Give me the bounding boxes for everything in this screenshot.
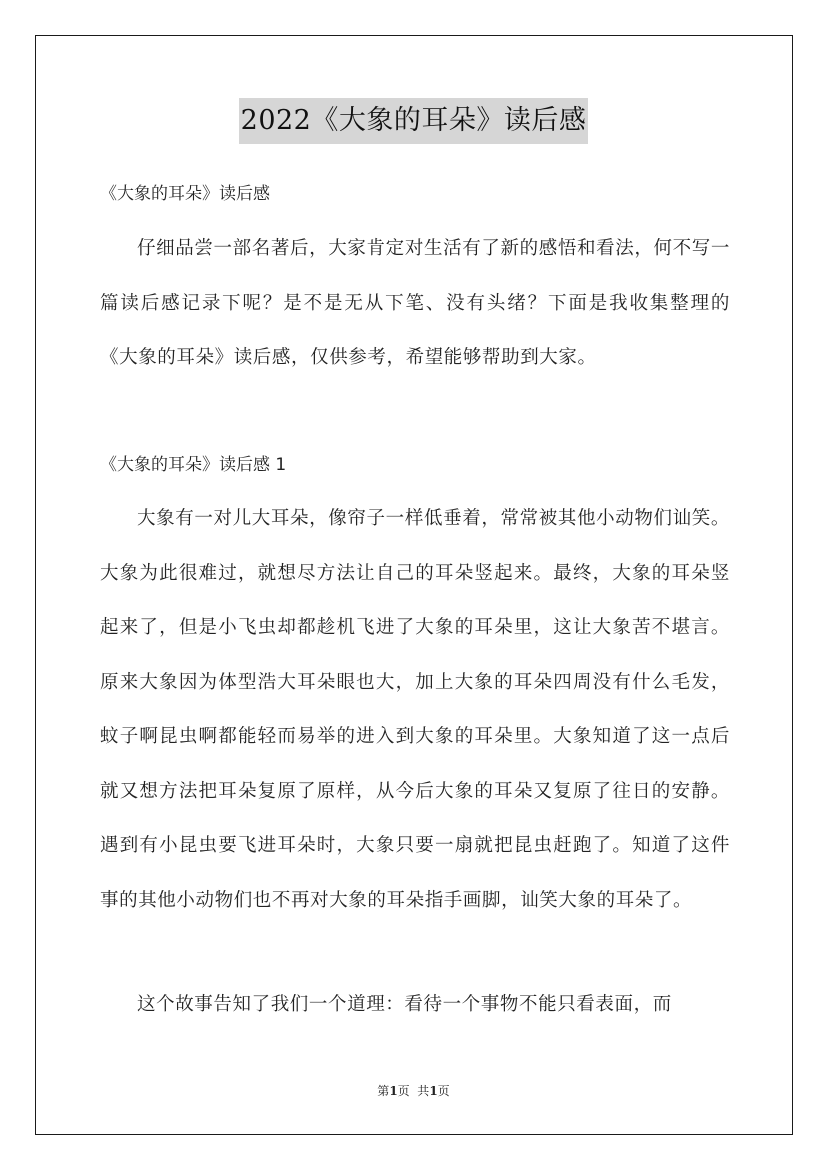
footer-page-total: 1 — [429, 1084, 438, 1098]
title-container — [0, 98, 827, 144]
document-subtitle: 《大象的耳朵》读后感 — [100, 184, 270, 204]
footer-suffix: 页 — [437, 1084, 450, 1098]
body-paragraph-1: 大象有一对儿大耳朵，像帘子一样低垂着，常常被其他小动物们讪笑。大象为此很难过，就想尽方法让自己的耳朵竖起来。最终，大象的耳朵竖起来了，但是小飞虫却都趁机飞进了大象的耳朵里，这让大象苦不堪言。原来大象因为体型浩大耳朵眼也大，加上大象的耳朵四周没有什么毛发，蚊子啊昆虫啊都能轻而易举的进入到大象的耳朵里。大象知道了这一点后就又想方法把耳朵复原了原样，从今后大象的耳朵又复原了往日的安静。遇到有小昆虫要飞进耳朵时，大象只要一扇就把昆虫赶跑了。知道了这件事的其他小动物们也不再对大象的耳朵指手画脚，讪笑大象的耳朵了。 — [100, 508, 730, 911]
section-heading: 《大象的耳朵》读后感 1 — [100, 455, 287, 475]
footer-prefix: 第 — [377, 1084, 390, 1098]
document-title: 2022《大象的耳朵》读后感 — [239, 98, 589, 144]
body-paragraph-2: 这个故事告知了我们一个道理：看待一个事物不能只看表面，而 — [137, 994, 672, 1015]
intro-paragraph: 仔细品尝一部名著后，大家肯定对生活有了新的感悟和看法，何不写一篇读后感记录下呢？是不是无从下笔、没有头绪？下面是我收集整理的《大象的耳朵》读后感，仅供参考，希望能够帮助到大家。 — [100, 238, 730, 368]
footer-mid: 页 共 — [397, 1084, 430, 1098]
footer-page-current: 1 — [389, 1084, 398, 1098]
page-footer — [0, 1082, 827, 1099]
